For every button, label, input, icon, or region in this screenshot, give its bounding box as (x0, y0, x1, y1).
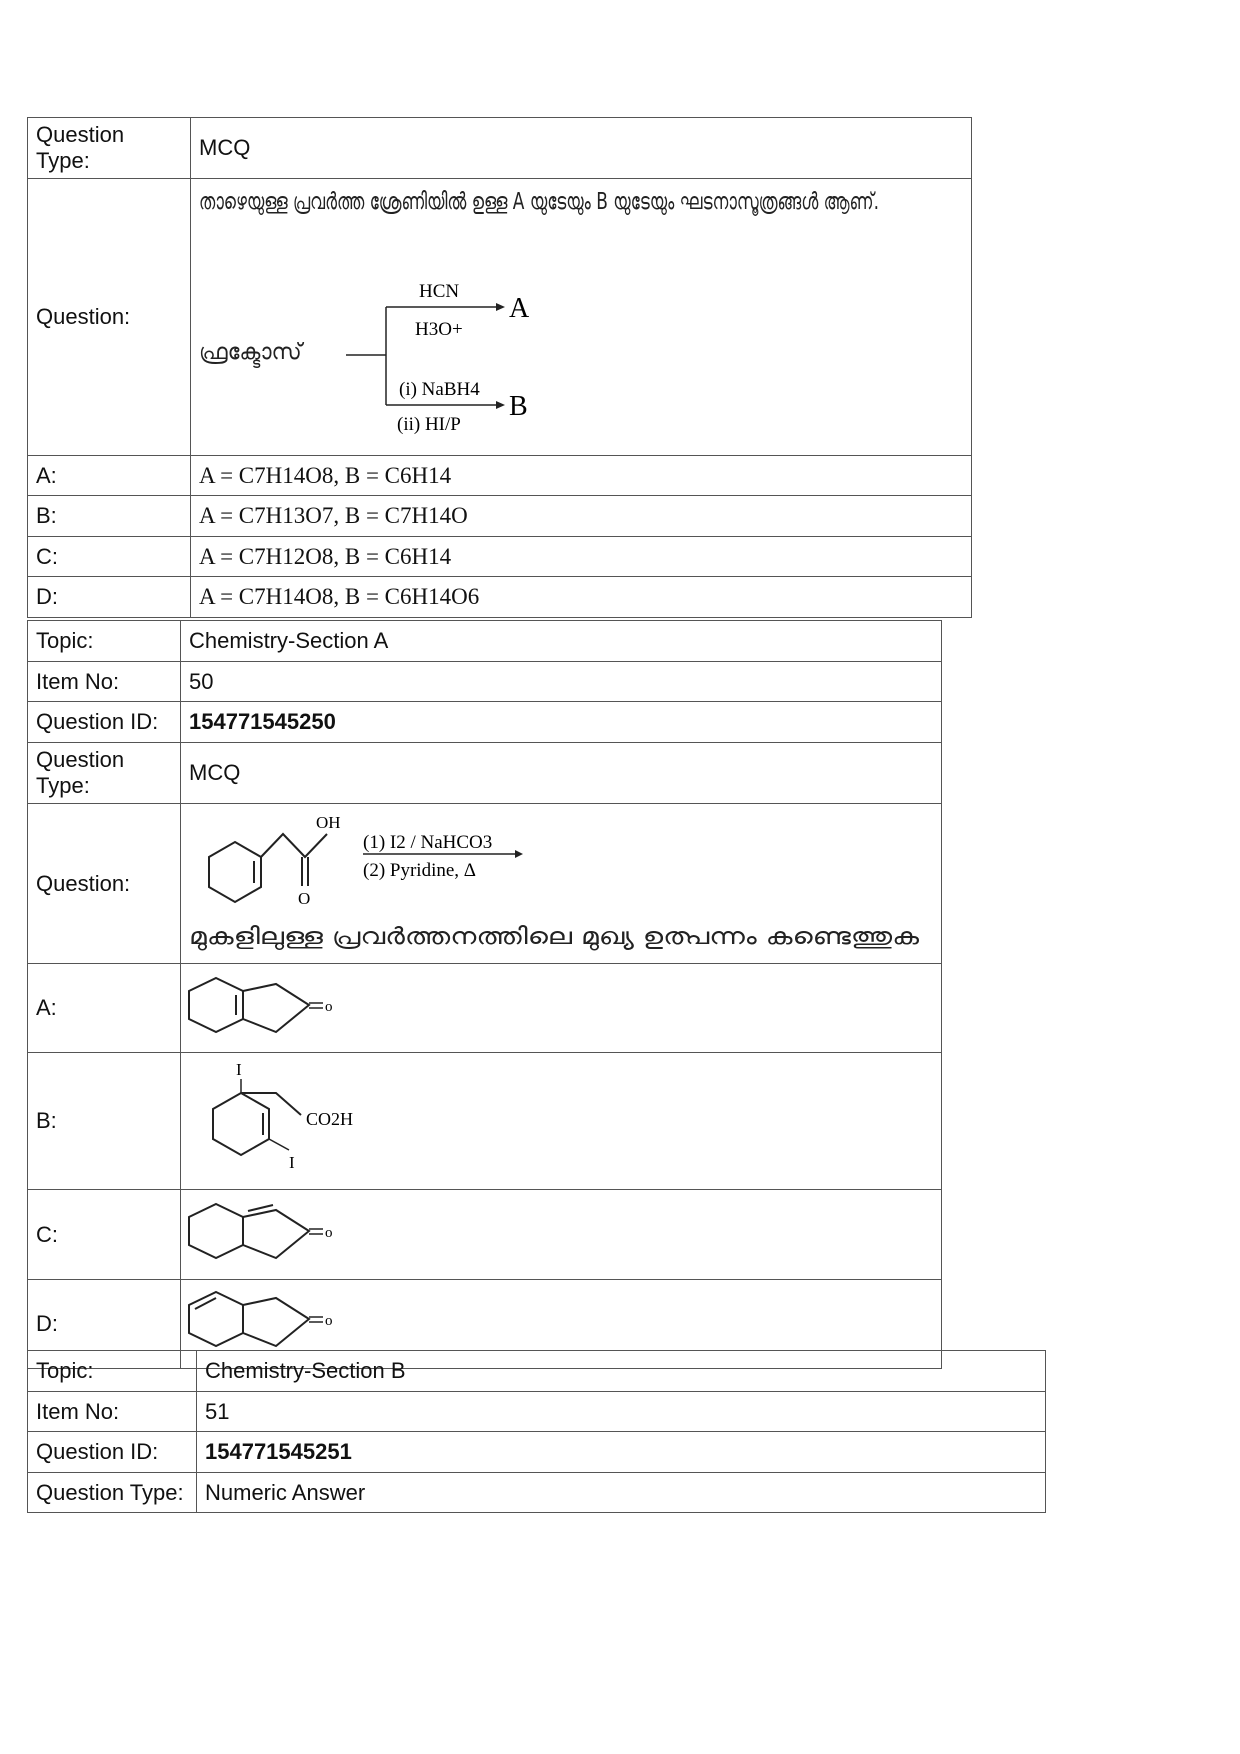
reaction-scheme-fructose (191, 179, 971, 449)
question-text: താഴെയുള്ള പ്രവർത്ത ശ്രേണിയിൽ ഉള്ള A യുടേയും B യുടേയും ഘടനാസൂത്രങ്ങൾ ആണ്. (199, 189, 879, 215)
option-a-label: A: (28, 964, 181, 1053)
option-a-label: A: (28, 456, 191, 496)
item-no-value: 51 (197, 1392, 1046, 1432)
item-no-value: 50 (181, 662, 942, 702)
option-a (181, 964, 942, 1053)
lactone-ring (243, 984, 309, 1032)
carbonyl-o: o (325, 1225, 333, 1241)
option-c-structure (181, 1190, 381, 1273)
question-51-table (27, 1350, 1046, 1513)
reagent-step-1: (1) I2 / NaHCO3 (363, 832, 493, 853)
iodine-bottom: I (289, 1153, 295, 1172)
cyclohexane-ring (189, 1204, 243, 1258)
question-label: Question: (28, 804, 181, 964)
iodine-top: I (236, 1060, 242, 1079)
question-type-value: MCQ (191, 118, 972, 179)
question-id-value: 154771545250 (181, 702, 942, 743)
question-49-table (27, 117, 972, 618)
topic-label: Topic: (28, 1351, 197, 1392)
option-c-label: C: (28, 537, 191, 577)
reagent-step-2: (2) Pyridine, Δ (363, 860, 477, 881)
topic-label: Topic: (28, 621, 181, 662)
lactone-ring (243, 1210, 309, 1258)
question-content (191, 179, 972, 456)
question-text: മുകളിലുള്ള പ്രവർത്തനത്തിലെ മുഖ്യ ഉത്പന്നം കണ്ടെത്തുക (189, 924, 920, 950)
iodine-bond-bottom (269, 1139, 289, 1150)
question-label: Question: (28, 179, 191, 456)
question-id-value: 154771545251 (197, 1432, 1046, 1473)
carbonyl-o-label: O (298, 889, 311, 908)
exocyclic-double-bond (248, 1205, 273, 1211)
item-no-label: Item No: (28, 1392, 197, 1432)
side-chain (241, 1093, 301, 1115)
question-type-label: Question Type: (28, 743, 181, 804)
side-chain (261, 834, 327, 857)
option-b-label: B: (28, 496, 191, 537)
reaction-arrow-head (515, 850, 523, 858)
product-b: B (509, 391, 528, 422)
option-b-structure (181, 1053, 401, 1183)
option-c-label: C: (28, 1190, 181, 1280)
option-d-label: D: (28, 1280, 181, 1369)
fructose-label: ഫ്രക്ടോസ് (199, 340, 302, 365)
option-d-label: D: (28, 577, 191, 618)
carbonyl-o: o (325, 1313, 333, 1329)
lower-reagent-hip: (ii) HI/P (397, 414, 461, 435)
question-50-table (27, 620, 942, 1369)
carbonyl-o: o (325, 999, 333, 1015)
upper-reagent-hcn: HCN (419, 281, 460, 302)
question-type-value: MCQ (181, 743, 942, 804)
topic-value: Chemistry-Section A (181, 621, 942, 662)
question-type-label: Question Type: (28, 1473, 197, 1513)
question-id-label: Question ID: (28, 1432, 197, 1473)
option-c (181, 1190, 942, 1280)
lactone-ring (243, 1298, 309, 1346)
cyclohexene-ring (189, 978, 243, 1032)
option-b (181, 1053, 942, 1190)
topic-value: Chemistry-Section B (197, 1351, 1046, 1392)
lower-reagent-nabh4: (i) NaBH4 (399, 379, 480, 400)
lower-arrow-head (496, 401, 505, 409)
upper-arrow-head (496, 303, 505, 311)
option-b: A = C7H13O7, B = C7H14O (191, 496, 972, 537)
question-type-value: Numeric Answer (197, 1473, 1046, 1513)
carboxylic-acid: CO2H (306, 1109, 354, 1129)
cyclohexene-ring (189, 1292, 243, 1346)
oh-label: OH (316, 813, 341, 832)
option-b-label: B: (28, 1053, 181, 1190)
option-a: A = C7H14O8, B = C6H14 (191, 456, 972, 496)
option-a-structure (181, 964, 381, 1046)
cyclohexene-ring (213, 1093, 269, 1155)
option-d: A = C7H14O8, B = C6H14O6 (191, 577, 972, 618)
reaction-iodolactonization (181, 804, 941, 957)
item-no-label: Item No: (28, 662, 181, 702)
upper-reagent-h3o: H3O+ (415, 319, 463, 340)
option-c: A = C7H12O8, B = C6H14 (191, 537, 972, 577)
question-content (181, 804, 942, 964)
question-id-label: Question ID: (28, 702, 181, 743)
question-type-label: Question Type: (28, 118, 191, 179)
product-a: A (509, 293, 530, 324)
